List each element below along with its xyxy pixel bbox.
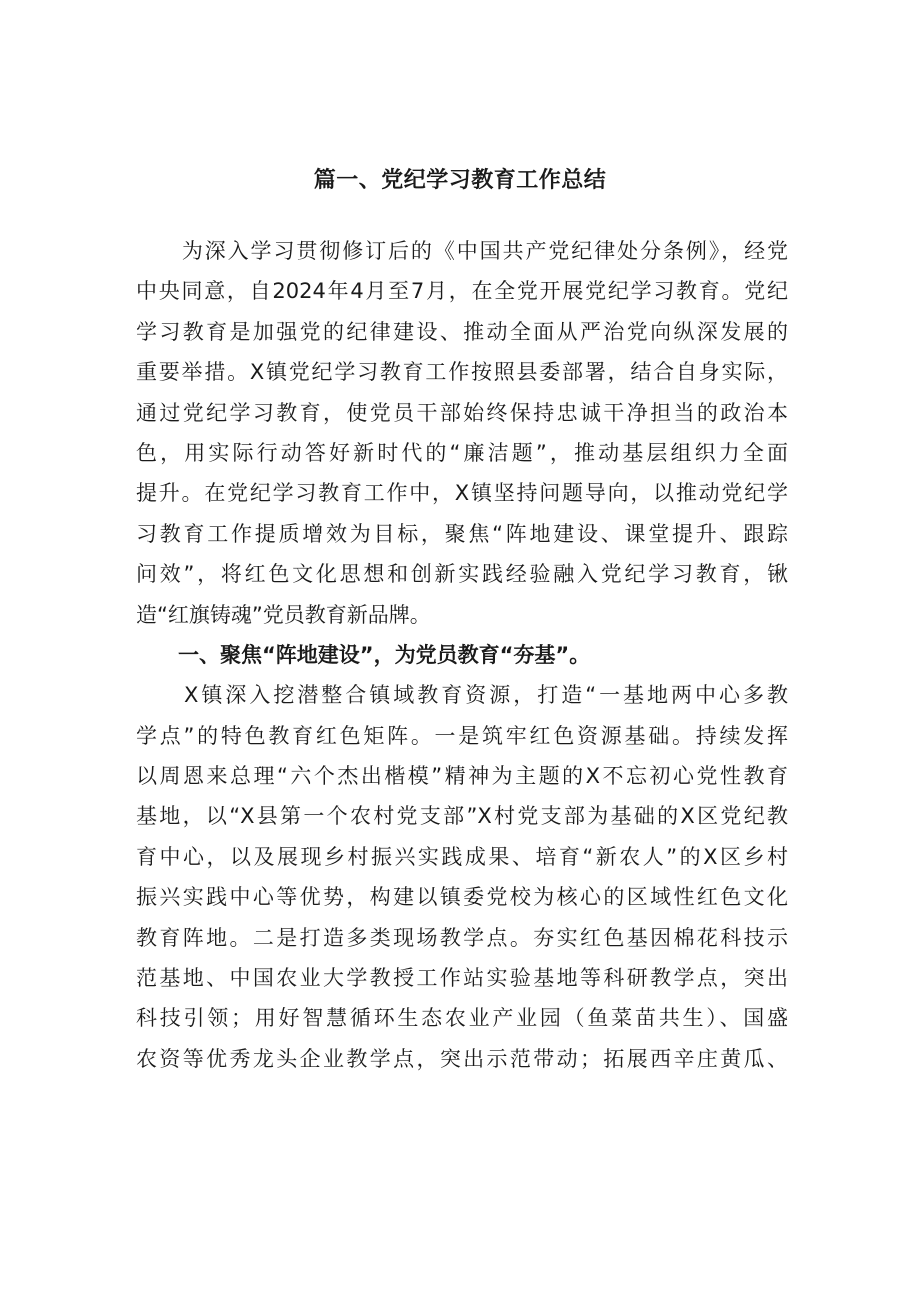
document-body — [136, 231, 788, 1079]
paragraph-line: 色，用实际行动答好新时代的“廉洁题”，推动基层组织力全面 — [136, 440, 788, 465]
paragraph-line: 提升。在党纪学习教育工作中，X镇坚持问题导向，以推动党纪学 — [136, 481, 788, 506]
paragraph-line: 中央同意，自2024年4月至7月，在全党开展党纪学习教育。党纪 — [136, 279, 788, 304]
paragraph-line: 科技引领；用好智慧循环生态农业产业园（鱼菜苗共生）、国盛 — [136, 1006, 788, 1031]
paragraph-line: 习教育工作提质增效为目标，聚焦“阵地建设、课堂提升、跟踪 — [136, 521, 788, 546]
paragraph-line: 农资等优秀龙头企业教学点，突出示范带动；拓展西辛庄黄瓜、 — [136, 1046, 788, 1071]
paragraph-line: 范基地、中国农业大学教授工作站实验基地等科研教学点，突出 — [136, 966, 788, 991]
paragraph-line: 育中心，以及展现乡村振兴实践成果、培育“新农人”的X区乡村 — [136, 844, 788, 869]
paragraph-line: 学习教育是加强党的纪律建设、推动全面从严治党向纵深发展的 — [136, 319, 788, 344]
paragraph-line: X镇深入挖潜整合镇域教育资源，打造“一基地两中心多教 — [136, 683, 788, 708]
paragraph-line: 通过党纪学习教育，使党员干部始终保持忠诚干净担当的政治本 — [136, 400, 788, 425]
paragraph-line: 基地，以“X县第一个农村党支部”X村党支部为基础的X区党纪教 — [136, 804, 788, 829]
paragraph-line: 重要举措。X镇党纪学习教育工作按照县委部署，结合自身实际， — [136, 360, 788, 385]
section-heading: 一、聚焦“阵地建设”，为党员教育“夯基”。 — [136, 642, 591, 667]
paragraph-line: 为深入学习贯彻修订后的《中国共产党纪律处分条例》，经党 — [136, 239, 788, 263]
document-title: 篇一、党纪学习教育工作总结 — [313, 168, 607, 193]
paragraph-line: 学点”的特色教育红色矩阵。一是筑牢红色资源基础。持续发挥 — [136, 723, 788, 748]
paragraph-line: 造“红旗铸魂”党员教育新品牌。 — [136, 602, 431, 627]
paragraph-line: 教育阵地。二是打造多类现场教学点。夯实红色基因棉花科技示 — [136, 925, 788, 950]
paragraph-line: 振兴实践中心等优势，构建以镇委党校为核心的区域性红色文化 — [136, 885, 788, 910]
paragraph-line: 以周恩来总理“六个杰出楷模”精神为主题的X不忘初心党性教育 — [136, 764, 788, 789]
paragraph-line: 问效”，将红色文化思想和创新实践经验融入党纪学习教育，锹 — [136, 562, 788, 587]
